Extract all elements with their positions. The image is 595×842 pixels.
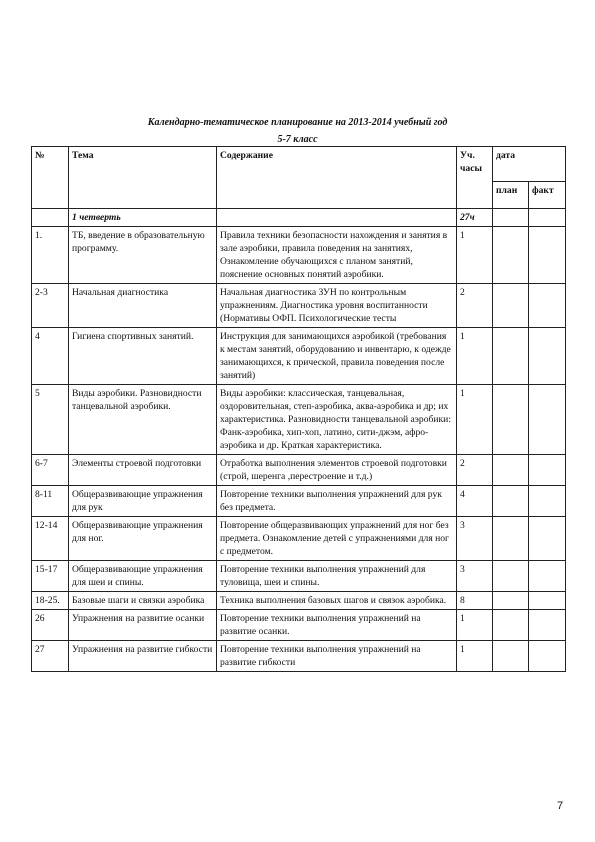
row-fact-date [529,455,566,486]
row-fact-date [529,328,566,385]
row-num: 1. [32,227,69,284]
header-date: дата [493,147,566,182]
row-topic: Начальная диагностика [69,284,217,328]
header-row [32,147,566,182]
row-plan-date [493,284,529,328]
row-hours: 1 [457,328,493,385]
table-row [32,561,566,592]
document-subtitle: 5-7 класс [277,134,318,145]
row-fact-date [529,517,566,561]
row-content: Повторение техники выполнения упражнений на развитие гибкости [217,641,457,672]
row-num: 5 [32,385,69,455]
row-fact-date [529,610,566,641]
table-row [32,455,566,486]
row-fact-date [529,486,566,517]
row-hours: 2 [457,284,493,328]
row-plan-date [493,641,529,672]
row-content: Повторение общеразвивающих упражнений для ног без предмета. Ознакомление детей с упражнениями для ног с предметом. [217,517,457,561]
row-topic: Элементы строевой подготовки [69,455,217,486]
row-topic: Общеразвивающие упражнения для шеи и спины. [69,561,217,592]
row-topic: Общеразвивающие упражнения для рук [69,486,217,517]
header-hours: Уч. часы [457,147,493,209]
row-topic: Гигиена спортивных занятий. [69,328,217,385]
table-row [32,284,566,328]
row-num: 2-3 [32,284,69,328]
row-topic: Базовые шаги и связки аэробика [69,592,217,610]
row-fact-date [529,385,566,455]
row-topic: ТБ, введение в образовательную программу. [69,227,217,284]
page-number: 7 [557,800,564,812]
row-plan-date [493,328,529,385]
row-fact-date [529,561,566,592]
row-plan-date [493,517,529,561]
row-num: 4 [32,328,69,385]
header-fact: факт [529,182,566,209]
table-row [32,385,566,455]
row-plan-date [493,455,529,486]
row-hours: 1 [457,385,493,455]
row-hours: 3 [457,517,493,561]
row-fact-date [529,227,566,284]
row-content: Повторение техники выполнения упражнений для рук без предмета. [217,486,457,517]
table-row [32,592,566,610]
table-row [32,227,566,284]
quarter-row [32,209,566,227]
row-num: 8-11 [32,486,69,517]
row-hours: 2 [457,455,493,486]
quarter-hours: 27ч [457,209,493,227]
row-fact-date [529,592,566,610]
row-hours: 3 [457,561,493,592]
row-topic: Виды аэробики. Разновидности танцевальной аэробики. [69,385,217,455]
row-plan-date [493,486,529,517]
row-num: 18-25. [32,592,69,610]
row-num: 15-17 [32,561,69,592]
row-content: Техника выполнения базовых шагов и связок аэробика. [217,592,457,610]
document-title: Календарно-тематическое планирование на 2013-2014 учебный год [147,117,448,128]
row-hours: 8 [457,592,493,610]
quarter-content-cell [217,209,457,227]
table-row [32,486,566,517]
table-row [32,610,566,641]
row-plan-date [493,385,529,455]
row-num: 6-7 [32,455,69,486]
row-content: Правила техники безопасности нахождения и занятия в зале аэробики, правила поведения на занятиях, Ознакомление обучающихся с планом занятий, пояснение основных понятий аэробики. [217,227,457,284]
quarter-label: 1 четверть [69,209,217,227]
quarter-plan-cell [493,209,529,227]
row-hours: 1 [457,610,493,641]
row-plan-date [493,592,529,610]
row-topic: Общеразвивающие упражнения для ног. [69,517,217,561]
row-num: 12-14 [32,517,69,561]
row-num: 27 [32,641,69,672]
table-row [32,641,566,672]
row-content: Инструкция для занимающихся аэробикой (требования к местам занятий, оборудованию и инвентарю, к одежде занимающихся, к прической, правила поведения после занятий) [217,328,457,385]
row-content: Отработка выполнения элементов строевой подготовки (строй, шеренга ,перестроение и т.д.) [217,455,457,486]
row-hours: 4 [457,486,493,517]
header-num: № [32,147,69,209]
table-row [32,517,566,561]
row-plan-date [493,561,529,592]
row-fact-date [529,284,566,328]
quarter-num-cell [32,209,69,227]
row-topic: Упражнения на развитие гибкости [69,641,217,672]
row-plan-date [493,610,529,641]
header-content: Содержание [217,147,457,209]
header-plan: план [493,182,529,209]
row-fact-date [529,641,566,672]
row-content: Повторение техники выполнения упражнений на развитие осанки. [217,610,457,641]
row-content: Повторение техники выполнения упражнений для туловища, шеи и спины. [217,561,457,592]
header-topic: Тема [69,147,217,209]
row-hours: 1 [457,227,493,284]
quarter-fact-cell [529,209,566,227]
row-topic: Упражнения на развитие осанки [69,610,217,641]
row-num: 26 [32,610,69,641]
row-plan-date [493,227,529,284]
row-content: Начальная диагностика ЗУН по контрольным упражнениям. Диагностика уровня воспитанности (Нормативы ОФП. Психологические тесты [217,284,457,328]
row-hours: 1 [457,641,493,672]
row-content: Виды аэробики: классическая, танцевальная, оздоровительная, степ-аэробика, аква-аэробика и др; их характеристика. Разновидности танцевальной аэробики: Фанк-аэробика, хип-хоп, латино, сити-джэм, афро-аэробика и др. Краткая характеристика. [217,385,457,455]
table-row [32,328,566,385]
plan-table [31,146,566,672]
